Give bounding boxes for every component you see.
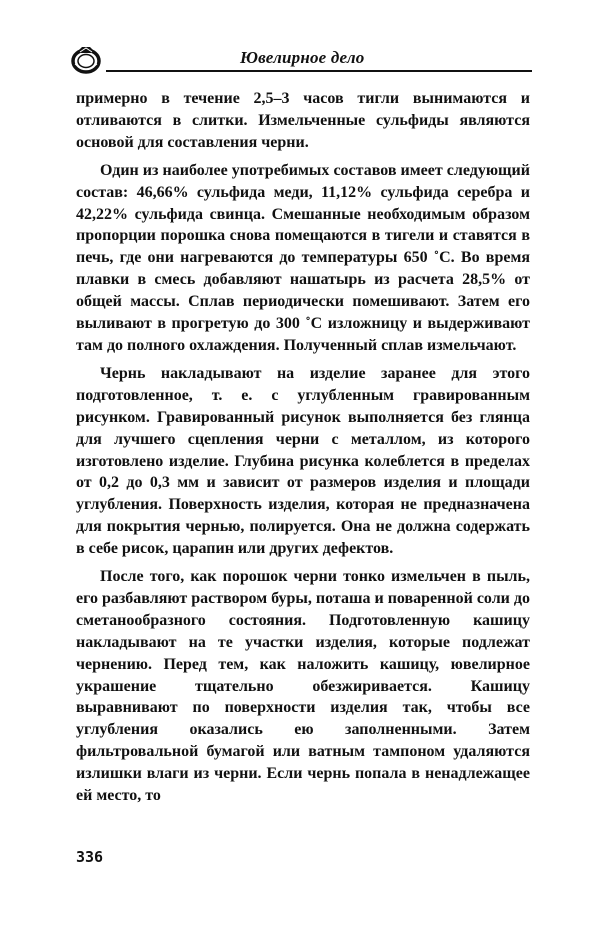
paragraph: примерно в течение 2,5–3 часов тигли вынимаются и отливаются в слитки. Измельченные сульфиды являются основой для составления черни. [76,90,530,151]
paragraph: Один из наиболее употребимых составов имеет следующий состав: 46,66% сульфида меди, 11,12% сульфида серебра и 42,22% сульфида свинца. Смешанные необходимым образом пропорции порошка снова помещаются в тигели и ставятся в печь, где они нагреваются до температуры 650 ˚С. Во время плавки в смесь добавляют нашатырь из расчета 28,5% от общей массы. Сплав периодически помешивают. Затем его выливают в прогретую до 300 ˚С изложницу и выдерживают там до полного охлаждения. Полученный сплав измельчают. [76,161,530,354]
page-number: 336 [76,848,104,866]
running-header [70,42,532,76]
header-rule [106,70,532,72]
ring-icon [70,44,102,76]
body-text [76,88,530,813]
header-title: Ювелирное дело [240,48,365,67]
paragraph: Чернь накладывают на изделие заранее для этого подготовленное, т. е. с углубленным гравированным рисунком. Гравированный рисунок выполняется без глянца для лучшего сцепления черни с металлом, из которого изготовлено изделие. Глубина рисунка колеблется в пределах от 0,2 до 0,3 мм и зависит от размеров изделия и площади углубления. Поверхность изделия, которая не предназначена для покрытия чернью, полируется. Она не должна содержать в себе рисок, царапин или других дефектов. [76,364,530,558]
paragraph: После того, как порошок черни тонко измельчен в пыль, его разбавляют раствором буры, поташа и поваренной соли до сметанообразного состояния. Подготовленную кашицу накладывают на те участки изделия, которые подлежат чернению. Перед тем, как наложить кашицу, ювелирное украшение тщательно обезжиривается. Кашицу выравнивают по поверхности изделия так, чтобы все углубления оказались ею заполненными. Затем фильтровальной бумагой или ватным тампоном удаляются излишки влаги из черни. Если чернь попала в ненадлежащее ей место, то [76,568,530,805]
